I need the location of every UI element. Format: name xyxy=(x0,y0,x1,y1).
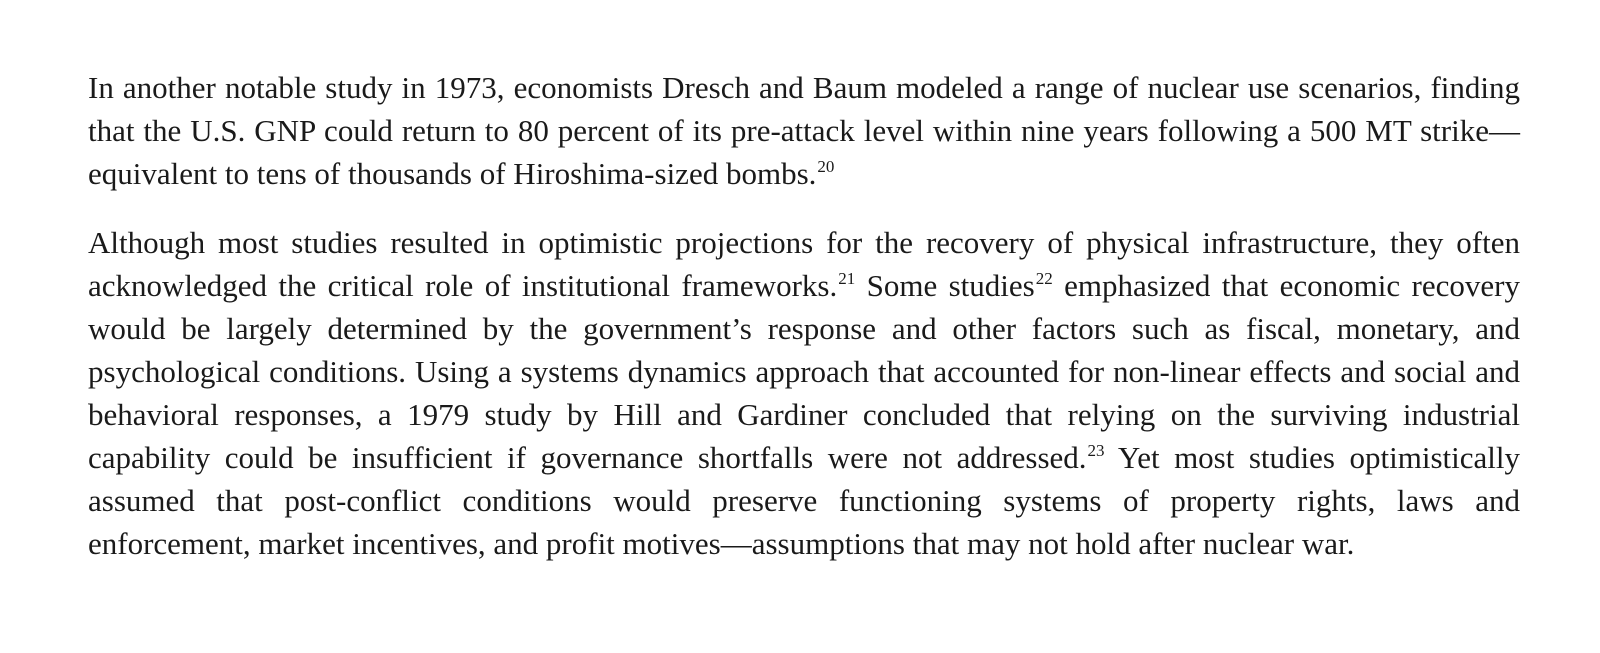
paragraph-text: Yet most studies optimistically assumed that post-conflict conditions would preserve functioning systems of property rights, laws and enforcement, market incentives, and profit motives—assumptions that may not hold after nuclear war. xyxy=(88,440,1520,561)
footnote-ref-21[interactable]: 21 xyxy=(838,269,856,288)
footnote-ref-23[interactable]: 23 xyxy=(1087,441,1105,460)
footnote-ref-22[interactable]: 22 xyxy=(1035,269,1053,288)
paragraph-2 xyxy=(88,221,1520,565)
paragraph-text: Some studies xyxy=(855,268,1035,303)
paragraph-text: Although most studies resulted in optimistic projections for the recovery of physical infrastructure, they often acknowledged the critical role of institutional frameworks. xyxy=(88,225,1520,303)
paragraph-1 xyxy=(88,66,1520,195)
document-body xyxy=(88,66,1520,565)
paragraph-text: In another notable study in 1973, economists Dresch and Baum modeled a range of nuclear use scenarios, finding that the U.S. GNP could return to 80 percent of its pre-attack level within nine years following a 500 MT strike—equivalent to tens of thousands of Hiroshima-sized bombs. xyxy=(88,70,1520,191)
footnote-ref-20[interactable]: 20 xyxy=(817,157,835,176)
paragraph-text: emphasized that economic recovery would be largely determined by the government’s response and other factors such as fiscal, monetary, and psychological conditions. Using a systems dynamics approach that accounted for non-linear effects and social and behavioral responses, a 1979 study by Hill and Gardiner concluded that relying on the surviving industrial capability could be insufficient if governance shortfalls were not addressed. xyxy=(88,268,1520,475)
